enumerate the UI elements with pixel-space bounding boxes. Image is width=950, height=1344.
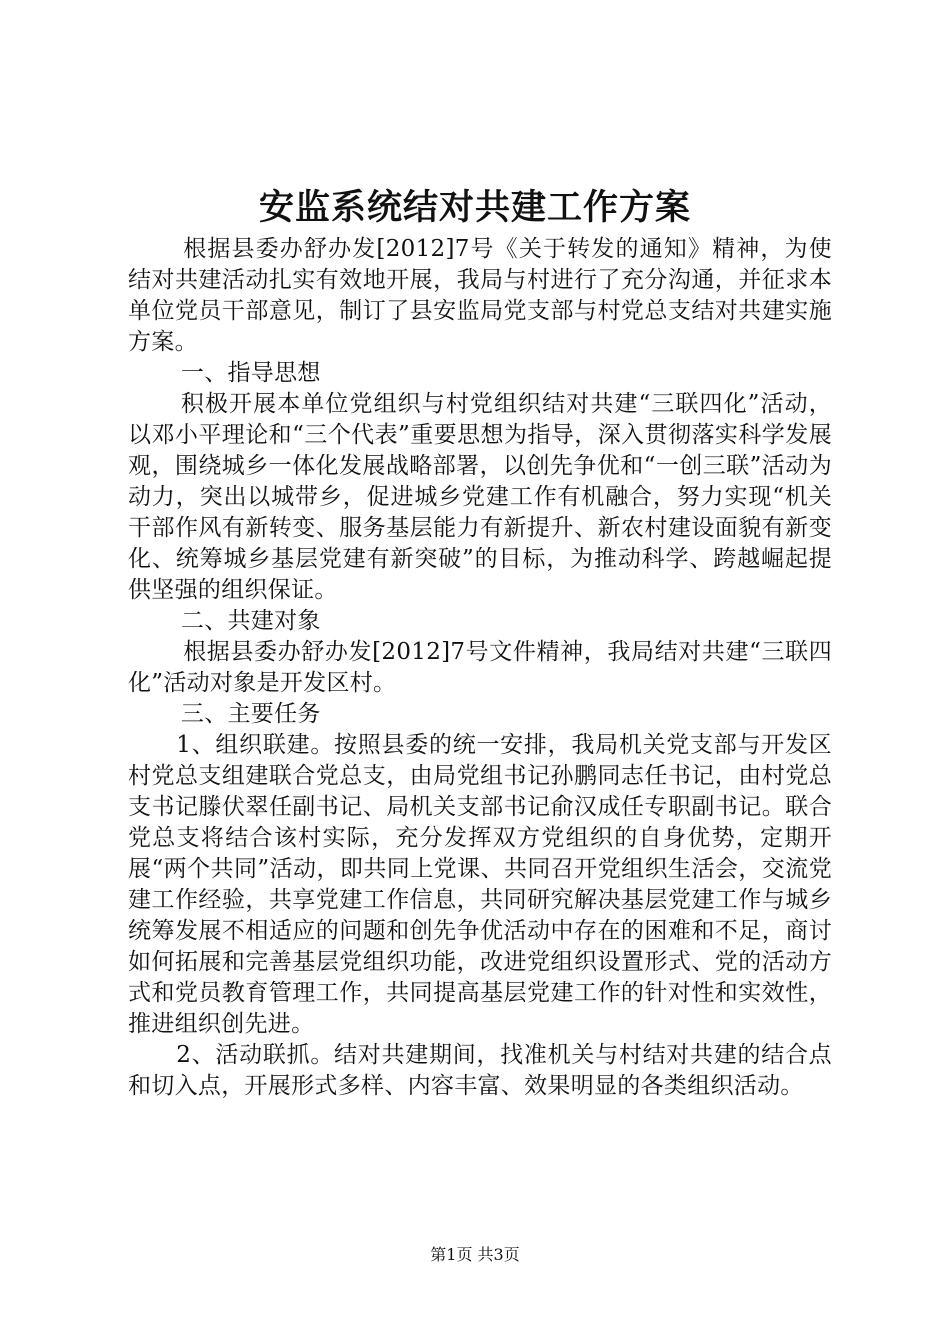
task-organization-paragraph: 1、组织联建。按照县委的统一安排，我局机关党支部与开发区村党总支组建联合党总支，由局党组书记孙鹏同志任书记，由村党总支书记滕伏翠任副书记、局机关支部书记俞汉成任专职副书记。联合党总支将结合该村实际，充分发挥双方党组织的自身优势，定期开展“两个共同”活动，即共同上党课、共同召开党组织生活会，交流党建工作经验，共享党建工作信息，共同研究解决基层党建工作与城乡统筹发展不相适应的问题和创先争优活动中存在的困难和不足，商讨如何拓展和完善基层党组织功能，改进党组织设置形式、党的活动方式和党员教育管理工作，共同提高基层党建工作的针对性和实效性，推进组织创先进。 bbox=[128, 732, 832, 1037]
page-footer: 第1页 共3页 bbox=[430, 1245, 520, 1264]
section-heading-main-tasks: 三、主要任务 bbox=[180, 701, 321, 727]
section-heading-partner: 二、共建对象 bbox=[180, 608, 321, 634]
section-heading-guiding-ideology: 一、指导思想 bbox=[180, 360, 321, 386]
partner-paragraph: 根据县委办舒办发[2012]7号文件精神，我局结对共建“三联四化”活动对象是开发区村。 bbox=[128, 639, 832, 696]
guiding-ideology-paragraph: 积极开展本单位党组织与村党组织结对共建“三联四化”活动，以邓小平理论和“三个代表”重要思想为指导，深入贯彻落实科学发展观，围绕城乡一体化发展战略部署，以创先争优和“一创三联”活动为动力，突出以城带乡，促进城乡党建工作有机融合，努力实现“机关干部作风有新转变、服务基层能力有新提升、新农村建设面貌有新变化、统筹城乡基层党建有新突破”的目标，为推动科学、跨越崛起提供坚强的组织保证。 bbox=[128, 391, 832, 603]
document-title: 安监系统结对共建工作方案 bbox=[258, 187, 691, 228]
task-activity-paragraph: 2、活动联抓。结对共建期间，找准机关与村结对共建的结合点和切入点，开展形式多样、内容丰富、效果明显的各类组织活动。 bbox=[128, 1042, 832, 1099]
intro-paragraph: 根据县委办舒办发[2012]7号《关于转发的通知》精神，为使结对共建活动扎实有效地开展，我局与村进行了充分沟通，并征求本单位党员干部意见，制订了县安监局党支部与村党总支结对共建实施方案。 bbox=[128, 236, 832, 355]
document-body bbox=[128, 234, 832, 1102]
